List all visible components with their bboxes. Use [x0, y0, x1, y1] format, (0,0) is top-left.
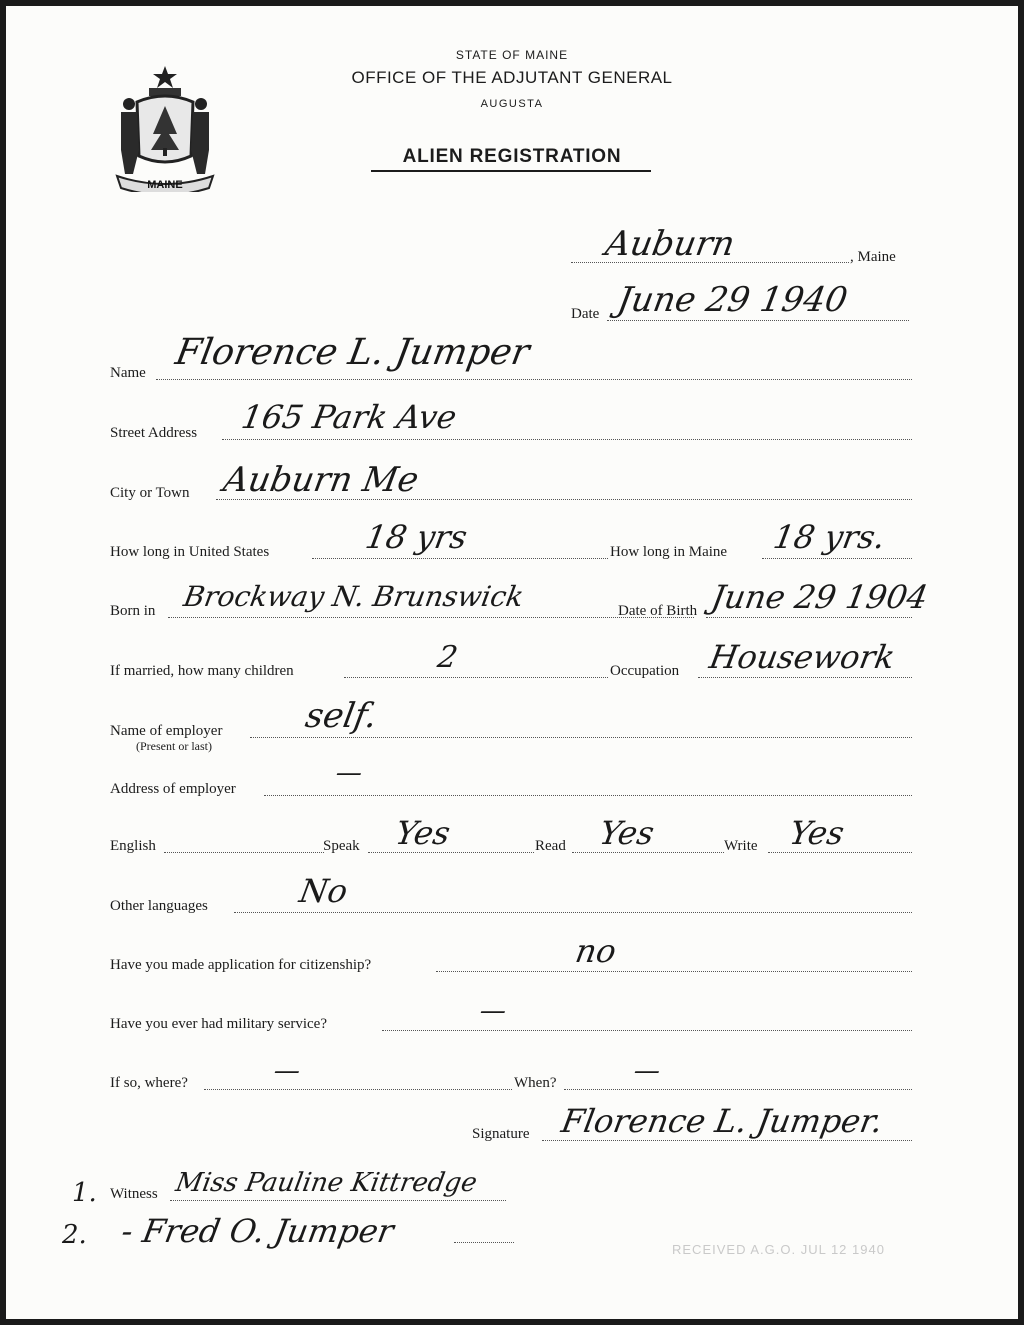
- witness-2-line: [454, 1242, 514, 1243]
- date-value: June 29 1940: [614, 280, 851, 320]
- title-underline: [371, 170, 651, 172]
- military-label: Have you ever had military service?: [110, 1016, 327, 1032]
- witness-2-value: - Fred O. Jumper: [118, 1212, 397, 1250]
- name-label: Name: [110, 365, 146, 381]
- witness-line: [170, 1200, 506, 1201]
- other-languages-value: No: [296, 872, 351, 910]
- read-line: [572, 852, 724, 853]
- how-long-maine-value: 18 yrs.: [770, 518, 889, 556]
- employer-address-label: Address of employer: [110, 781, 236, 797]
- citizenship-line: [436, 971, 912, 972]
- citizenship-label: Have you made application for citizenship?: [110, 957, 372, 973]
- occupation-label: Occupation: [610, 663, 680, 679]
- employer-address-line: [264, 795, 912, 796]
- english-line: [164, 852, 324, 853]
- other-languages-line: [234, 912, 912, 913]
- witness-1-value: Miss Pauline Kittredge: [173, 1168, 480, 1198]
- date-of-birth-label: Date of Birth: [618, 603, 698, 619]
- date-of-birth-value: June 29 1904: [708, 578, 931, 616]
- city-town-label: City or Town: [110, 485, 190, 501]
- seal-text: MAINE: [147, 179, 183, 191]
- witness-label: Witness: [110, 1186, 158, 1202]
- signature-value: Florence L. Jumper.: [558, 1102, 886, 1140]
- street-label: Street Address: [110, 425, 198, 441]
- employer-address-value: —: [333, 758, 365, 788]
- street-line: [222, 439, 912, 440]
- english-label: English: [110, 838, 156, 854]
- children-line: [344, 677, 608, 678]
- name-line: [156, 379, 912, 380]
- born-in-value: Brockway N. Brunswick: [181, 580, 527, 613]
- office-heading: OFFICE OF THE ADJUTANT GENERAL: [351, 68, 673, 87]
- how-long-maine-label: How long in Maine: [610, 544, 728, 560]
- read-value: Yes: [596, 814, 658, 852]
- write-value: Yes: [786, 814, 848, 852]
- occupation-line: [698, 677, 912, 678]
- write-label: Write: [724, 838, 758, 854]
- date-line: [607, 320, 909, 321]
- witness-2-number: 2.: [62, 1220, 87, 1250]
- where-line: [204, 1089, 512, 1090]
- maine-label: , Maine: [850, 249, 896, 265]
- name-value: Florence L. Jumper: [172, 332, 533, 373]
- speak-line: [368, 852, 534, 853]
- children-label: If married, how many children: [110, 663, 294, 679]
- street-value: 165 Park Ave: [238, 398, 460, 436]
- how-long-us-line: [312, 558, 608, 559]
- born-in-line: [168, 617, 694, 618]
- city-town-value: Auburn Me: [220, 460, 422, 500]
- employer-value: self.: [302, 696, 381, 736]
- witness-1-number: 1.: [72, 1178, 97, 1208]
- where-value: —: [271, 1056, 303, 1086]
- city-heading: AUGUSTA: [480, 98, 544, 110]
- when-line: [564, 1089, 912, 1090]
- occupation-value: Housework: [706, 638, 898, 676]
- how-long-us-label: How long in United States: [110, 544, 270, 560]
- form-title: ALIEN REGISTRATION: [402, 146, 622, 167]
- military-line: [382, 1030, 912, 1031]
- date-label: Date: [571, 306, 600, 322]
- military-value: —: [477, 996, 509, 1026]
- speak-value: Yes: [392, 814, 454, 852]
- born-in-label: Born in: [110, 603, 156, 619]
- how-long-maine-line: [762, 558, 912, 559]
- signature-line: [542, 1140, 912, 1141]
- read-label: Read: [535, 838, 566, 854]
- citizenship-value: no: [572, 932, 620, 970]
- state-heading: STATE OF MAINE: [455, 48, 569, 62]
- employer-line: [250, 737, 912, 738]
- how-long-us-value: 18 yrs: [362, 518, 471, 556]
- place-value: Auburn: [602, 224, 738, 264]
- registration-form: [6, 6, 1018, 1319]
- when-label: When?: [514, 1075, 557, 1091]
- other-languages-label: Other languages: [110, 898, 208, 914]
- write-line: [768, 852, 912, 853]
- employer-sublabel: (Present or last): [136, 739, 212, 753]
- children-value: 2: [434, 640, 461, 675]
- if-so-where-label: If so, where?: [110, 1075, 188, 1091]
- employer-label: Name of employer: [110, 723, 223, 739]
- signature-label: Signature: [472, 1126, 530, 1142]
- date-of-birth-line: [706, 617, 912, 618]
- when-value: —: [631, 1056, 663, 1086]
- speak-label: Speak: [323, 838, 360, 854]
- received-stamp: RECEIVED A.G.O. JUL 12 1940: [672, 1242, 885, 1257]
